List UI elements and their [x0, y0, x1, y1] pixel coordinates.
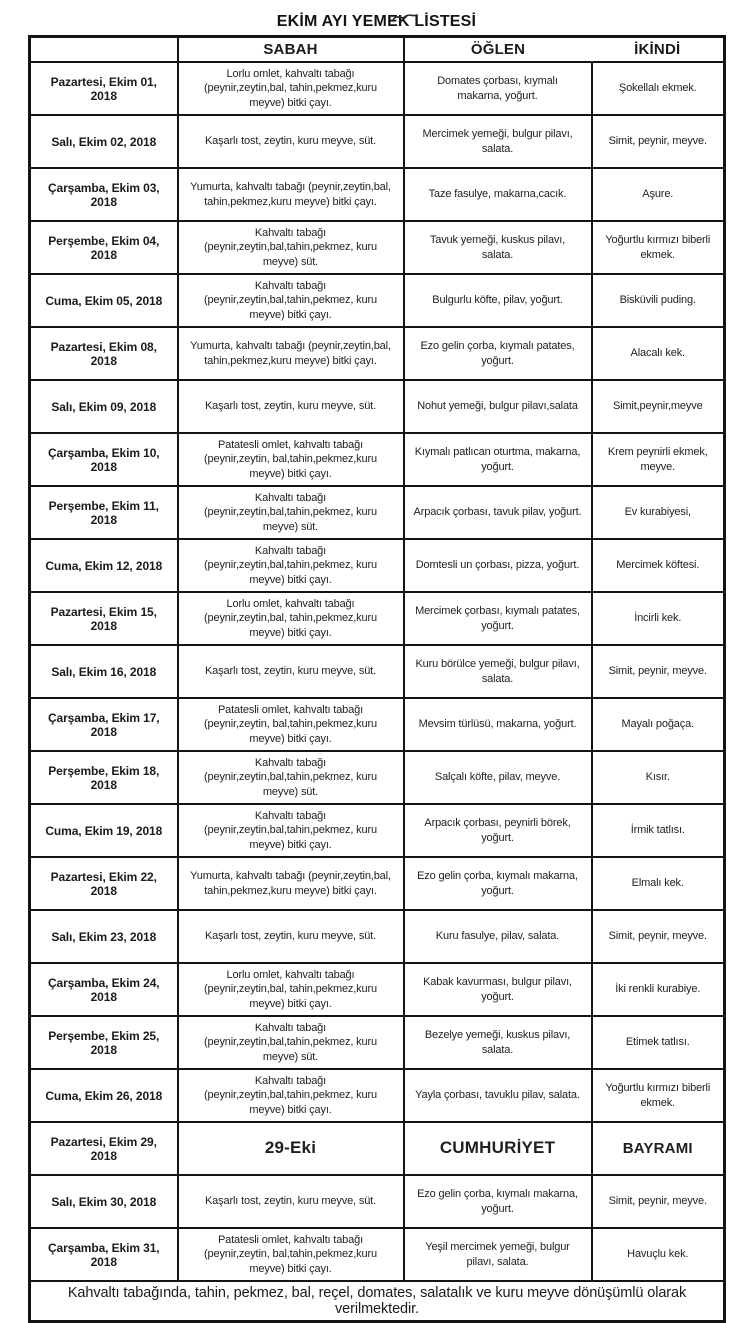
footer-note: Kahvaltı tabağında, tahin, pekmez, bal, reçel, domates, salatalık ve kuru meyve dönüşümlü olarak verilmektedir. — [30, 1281, 725, 1322]
meal-table — [28, 35, 726, 1323]
ikindi-cell: Yoğurtlu kırmızı biberli ekmek. — [592, 221, 725, 274]
sabah-cell: Kaşarlı tost, zeytin, kuru meyve, süt. — [178, 910, 404, 963]
ikindi-cell: Kısır. — [592, 751, 725, 804]
date-cell: Perşembe, Ekim 25, 2018 — [30, 1016, 178, 1069]
table-row — [30, 1228, 725, 1281]
ikindi-cell: Bisküvili puding. — [592, 274, 725, 327]
ikindi-cell: Simit, peynir, meyve. — [592, 645, 725, 698]
footer-note-row — [30, 1281, 725, 1322]
date-cell: Cuma, Ekim 12, 2018 — [30, 539, 178, 592]
table-row — [30, 1069, 725, 1122]
table-row — [30, 1016, 725, 1069]
scan-artifact-mark — [392, 13, 418, 22]
date-cell: Perşembe, Ekim 18, 2018 — [30, 751, 178, 804]
table-row — [30, 539, 725, 592]
sabah-cell: Patatesli omlet, kahvaltı tabağı (peynir,zeytin, bal,tahin,pekmez,kuru meyve) bitki çayı. — [178, 1228, 404, 1281]
date-cell: Salı, Ekim 23, 2018 — [30, 910, 178, 963]
sabah-cell: Kahvaltı tabağı (peynir,zeytin,bal,tahin,pekmez, kuru meyve) süt. — [178, 751, 404, 804]
table-row — [30, 857, 725, 910]
sabah-cell: 29-Eki — [178, 1122, 404, 1175]
oglen-cell: CUMHURİYET — [404, 1122, 592, 1175]
oglen-cell: Kıymalı patlıcan oturtma, makarna, yoğurt. — [404, 433, 592, 486]
ikindi-cell: Şokellalı ekmek. — [592, 62, 725, 115]
sabah-cell: Kahvaltı tabağı (peynir,zeytin,bal,tahin,pekmez, kuru meyve) bitki çayı. — [178, 274, 404, 327]
oglen-cell: Mercimek yemeği, bulgur pilavı, salata. — [404, 115, 592, 168]
date-cell: Çarşamba, Ekim 31, 2018 — [30, 1228, 178, 1281]
ikindi-cell: Simit, peynir, meyve. — [592, 1175, 725, 1228]
date-cell: Salı, Ekim 30, 2018 — [30, 1175, 178, 1228]
oglen-cell: Bulgurlu köfte, pilav, yoğurt. — [404, 274, 592, 327]
date-cell: Salı, Ekim 09, 2018 — [30, 380, 178, 433]
table-row — [30, 1175, 725, 1228]
date-cell: Pazartesi, Ekim 15, 2018 — [30, 592, 178, 645]
oglen-cell: Nohut yemeği, bulgur pilavı,salata — [404, 380, 592, 433]
table-row — [30, 592, 725, 645]
ikindi-cell: Simit,peynir,meyve — [592, 380, 725, 433]
ikindi-cell: Mayalı poğaça. — [592, 698, 725, 751]
table-row — [30, 963, 725, 1016]
document-page — [0, 13, 753, 1317]
oglen-cell: Taze fasulye, makarna,cacık. — [404, 168, 592, 221]
table-row — [30, 168, 725, 221]
table-row — [30, 221, 725, 274]
column-header-date — [30, 37, 178, 63]
table-row — [30, 380, 725, 433]
ikindi-cell: Alacalı kek. — [592, 327, 725, 380]
ikindi-cell: İncirli kek. — [592, 592, 725, 645]
meal-table-body — [30, 62, 725, 1281]
oglen-cell: Yeşil mercimek yemeği, bulgur pilavı, salata. — [404, 1228, 592, 1281]
ikindi-cell: Mercimek köftesi. — [592, 539, 725, 592]
oglen-cell: Mevsim türlüsü, makarna, yoğurt. — [404, 698, 592, 751]
oglen-cell: Tavuk yemeği, kuskus pilavı, salata. — [404, 221, 592, 274]
table-row — [30, 433, 725, 486]
oglen-cell: Ezo gelin çorba, kıymalı makarna, yoğurt. — [404, 857, 592, 910]
oglen-cell: Kuru börülce yemeği, bulgur pilavı, salata. — [404, 645, 592, 698]
ikindi-cell: Aşure. — [592, 168, 725, 221]
ikindi-cell: Elmalı kek. — [592, 857, 725, 910]
sabah-cell: Kahvaltı tabağı (peynir,zeytin,bal,tahin,pekmez, kuru meyve) süt. — [178, 1016, 404, 1069]
table-row — [30, 62, 725, 115]
date-cell: Perşembe, Ekim 11, 2018 — [30, 486, 178, 539]
meal-table-header — [30, 37, 725, 63]
meal-table-footer — [30, 1281, 725, 1322]
ikindi-cell: Yoğurtlu kırmızı biberli ekmek. — [592, 1069, 725, 1122]
table-row — [30, 1122, 725, 1175]
date-cell: Salı, Ekim 02, 2018 — [30, 115, 178, 168]
ikindi-cell: Havuçlu kek. — [592, 1228, 725, 1281]
column-header-i̇ki̇ndi̇: İKİNDİ — [592, 37, 725, 63]
sabah-cell: Kahvaltı tabağı (peynir,zeytin,bal,tahin,pekmez, kuru meyve) bitki çayı. — [178, 804, 404, 857]
table-row — [30, 327, 725, 380]
oglen-cell: Ezo gelin çorba, kıymalı makarna, yoğurt. — [404, 1175, 592, 1228]
date-cell: Pazartesi, Ekim 29, 2018 — [30, 1122, 178, 1175]
oglen-cell: Bezelye yemeği, kuskus pilavı, salata. — [404, 1016, 592, 1069]
sabah-cell: Yumurta, kahvaltı tabağı (peynir,zeytin,bal, tahin,pekmez,kuru meyve) bitki çayı. — [178, 857, 404, 910]
ikindi-cell: Krem peynirli ekmek, meyve. — [592, 433, 725, 486]
table-row — [30, 486, 725, 539]
page-title: EKİM AYI YEMEK LİSTESİ — [276, 13, 477, 30]
table-row — [30, 115, 725, 168]
sabah-cell: Lorlu omlet, kahvaltı tabağı (peynir,zeytin,bal, tahin,pekmez,kuru meyve) bitki çayı. — [178, 592, 404, 645]
column-header-öğlen: ÖĞLEN — [404, 37, 592, 63]
table-row — [30, 751, 725, 804]
ikindi-cell: Simit, peynir, meyve. — [592, 910, 725, 963]
ikindi-cell: Simit, peynir, meyve. — [592, 115, 725, 168]
oglen-cell: Kuru fasulye, pilav, salata. — [404, 910, 592, 963]
date-cell: Cuma, Ekim 05, 2018 — [30, 274, 178, 327]
oglen-cell: Kabak kavurması, bulgur pilavı, yoğurt. — [404, 963, 592, 1016]
table-row — [30, 910, 725, 963]
oglen-cell: Salçalı köfte, pilav, meyve. — [404, 751, 592, 804]
date-cell: Salı, Ekim 16, 2018 — [30, 645, 178, 698]
sabah-cell: Kahvaltı tabağı (peynir,zeytin,bal,tahin,pekmez, kuru meyve) süt. — [178, 486, 404, 539]
sabah-cell: Yumurta, kahvaltı tabağı (peynir,zeytin,bal, tahin,pekmez,kuru meyve) bitki çayı. — [178, 168, 404, 221]
date-cell: Çarşamba, Ekim 10, 2018 — [30, 433, 178, 486]
oglen-cell: Ezo gelin çorba, kıymalı patates, yoğurt. — [404, 327, 592, 380]
sabah-cell: Kahvaltı tabağı (peynir,zeytin,bal,tahin,pekmez, kuru meyve) bitki çayı. — [178, 1069, 404, 1122]
date-cell: Pazartesi, Ekim 01, 2018 — [30, 62, 178, 115]
oglen-cell: Domtesli un çorbası, pizza, yoğurt. — [404, 539, 592, 592]
date-cell: Çarşamba, Ekim 24, 2018 — [30, 963, 178, 1016]
date-cell: Perşembe, Ekim 04, 2018 — [30, 221, 178, 274]
sabah-cell: Kaşarlı tost, zeytin, kuru meyve, süt. — [178, 645, 404, 698]
table-row — [30, 804, 725, 857]
ikindi-cell: İki renkli kurabiye. — [592, 963, 725, 1016]
sabah-cell: Lorlu omlet, kahvaltı tabağı (peynir,zeytin,bal, tahin,pekmez,kuru meyve) bitki çayı. — [178, 963, 404, 1016]
oglen-cell: Arpacık çorbası, tavuk pilav, yoğurt. — [404, 486, 592, 539]
table-row — [30, 698, 725, 751]
sabah-cell: Kaşarlı tost, zeytin, kuru meyve, süt. — [178, 1175, 404, 1228]
ikindi-cell: Ev kurabiyesi, — [592, 486, 725, 539]
ikindi-cell: BAYRAMI — [592, 1122, 725, 1175]
ikindi-cell: İrmik tatlısı. — [592, 804, 725, 857]
sabah-cell: Kaşarlı tost, zeytin, kuru meyve, süt. — [178, 115, 404, 168]
sabah-cell: Patatesli omlet, kahvaltı tabağı (peynir,zeytin, bal,tahin,pekmez,kuru meyve) bitki çayı. — [178, 698, 404, 751]
table-row — [30, 645, 725, 698]
oglen-cell: Mercimek çorbası, kıymalı patates, yoğurt. — [404, 592, 592, 645]
sabah-cell: Patatesli omlet, kahvaltı tabağı (peynir,zeytin, bal,tahin,pekmez,kuru meyve) bitki çayı. — [178, 433, 404, 486]
oglen-cell: Arpacık çorbası, peynirli börek, yoğurt. — [404, 804, 592, 857]
table-row — [30, 274, 725, 327]
sabah-cell: Kaşarlı tost, zeytin, kuru meyve, süt. — [178, 380, 404, 433]
oglen-cell: Yayla çorbası, tavuklu pilav, salata. — [404, 1069, 592, 1122]
ikindi-cell: Etimek tatlısı. — [592, 1016, 725, 1069]
date-cell: Pazartesi, Ekim 22, 2018 — [30, 857, 178, 910]
date-cell: Cuma, Ekim 26, 2018 — [30, 1069, 178, 1122]
column-header-sabah: SABAH — [178, 37, 404, 63]
sabah-cell: Kahvaltı tabağı (peynir,zeytin,bal,tahin,pekmez, kuru meyve) bitki çayı. — [178, 539, 404, 592]
sabah-cell: Kahvaltı tabağı (peynir,zeytin,bal,tahin,pekmez, kuru meyve) süt. — [178, 221, 404, 274]
header-row — [30, 37, 725, 63]
date-cell: Pazartesi, Ekim 08, 2018 — [30, 327, 178, 380]
date-cell: Çarşamba, Ekim 03, 2018 — [30, 168, 178, 221]
oglen-cell: Domates çorbası, kıymalı makarna, yoğurt. — [404, 62, 592, 115]
sabah-cell: Lorlu omlet, kahvaltı tabağı (peynir,zeytin,bal, tahin,pekmez,kuru meyve) bitki çayı. — [178, 62, 404, 115]
date-cell: Cuma, Ekim 19, 2018 — [30, 804, 178, 857]
date-cell: Çarşamba, Ekim 17, 2018 — [30, 698, 178, 751]
sabah-cell: Yumurta, kahvaltı tabağı (peynir,zeytin,bal, tahin,pekmez,kuru meyve) bitki çayı. — [178, 327, 404, 380]
